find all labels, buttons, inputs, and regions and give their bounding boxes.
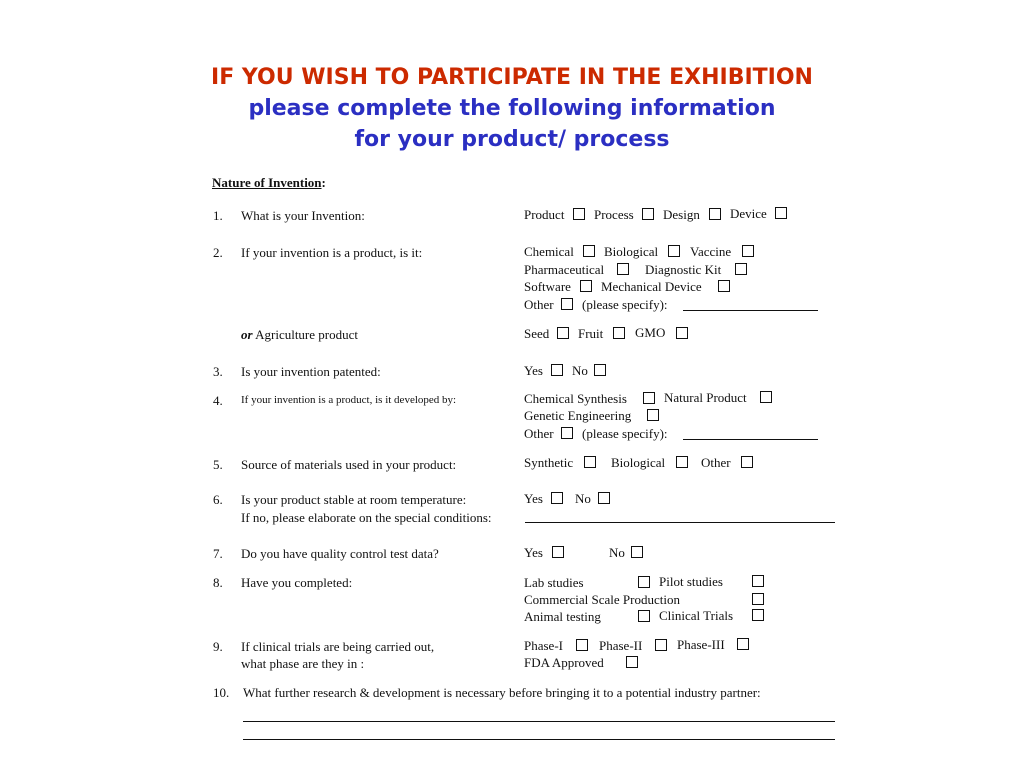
q7-option-no: No (609, 545, 625, 560)
q9-option-phase-2: Phase-II (599, 638, 643, 653)
q9-question: If clinical trials are being carried out, (241, 639, 435, 654)
q4-natural-product-checkbox[interactable] (760, 391, 772, 403)
q4-option-natural-product: Natural Product (664, 390, 747, 405)
q10-answer-line-2[interactable] (243, 739, 835, 740)
q8-option-commercial-scale: Commercial Scale Production (524, 592, 680, 607)
q10-question: What further research & development is necessary before bringing it to a potential industry partner: (243, 685, 761, 700)
q1-option-design: Design (663, 207, 700, 222)
section-title-text: Nature of Invention (212, 175, 322, 190)
q1-option-process: Process (594, 207, 634, 222)
q1-option-device: Device (730, 206, 767, 221)
q4-option-chemical-synthesis: Chemical Synthesis (524, 391, 627, 406)
q8-commercial-scale-checkbox[interactable] (752, 593, 764, 605)
q7-yes-checkbox[interactable] (552, 546, 564, 558)
q2-option-pharmaceutical: Pharmaceutical (524, 262, 605, 277)
q2b-gmo-checkbox[interactable] (676, 327, 688, 339)
q4-specify-label: (please specify): (582, 426, 668, 441)
q4-specify-line[interactable] (683, 439, 818, 440)
q9-option-phase-3: Phase-III (677, 637, 725, 652)
q5-synthetic-checkbox[interactable] (584, 456, 596, 468)
q4-other-checkbox[interactable] (561, 427, 573, 439)
q7-question: Do you have quality control test data? (241, 546, 439, 561)
q9-phase-3-checkbox[interactable] (737, 638, 749, 650)
q2-option-vaccine: Vaccine (690, 244, 732, 259)
q9-option-fda-approved: FDA Approved (524, 655, 604, 670)
q9-fda-approved-checkbox[interactable] (626, 656, 638, 668)
q2-option-other: Other (524, 297, 554, 312)
q10-number: 10. (213, 685, 230, 700)
q3-option-yes: Yes (524, 363, 543, 378)
q3-no-checkbox[interactable] (594, 364, 606, 376)
q2-software-checkbox[interactable] (580, 280, 592, 292)
q5-question: Source of materials used in your product: (241, 457, 457, 472)
q2b-option-seed: Seed (524, 326, 550, 341)
q1-product-checkbox[interactable] (573, 208, 585, 220)
q5-other-checkbox[interactable] (741, 456, 753, 468)
q2-option-biological: Biological (604, 244, 659, 259)
q7-no-checkbox[interactable] (631, 546, 643, 558)
q6-option-no: No (575, 491, 591, 506)
q1-design-checkbox[interactable] (709, 208, 721, 220)
q4-number: 4. (213, 393, 223, 408)
q2-vaccine-checkbox[interactable] (742, 245, 754, 257)
q5-number: 5. (213, 457, 223, 472)
q1-question: What is your Invention: (241, 208, 365, 223)
q2b-fruit-checkbox[interactable] (613, 327, 625, 339)
q9-question-line2: what phase are they in : (241, 656, 365, 671)
q4-genetic-engineering-checkbox[interactable] (647, 409, 659, 421)
q9-phase-2-checkbox[interactable] (655, 639, 667, 651)
q8-pilot-studies-checkbox[interactable] (752, 575, 764, 587)
q2b-option-gmo: GMO (635, 325, 666, 340)
q6-number: 6. (213, 492, 223, 507)
q2-question: If your invention is a product, is it: (241, 245, 423, 260)
q2-specify-label: (please specify): (582, 297, 668, 312)
q8-lab-studies-checkbox[interactable] (638, 576, 650, 588)
q5-option-synthetic: Synthetic (524, 455, 574, 470)
q7-option-yes: Yes (524, 545, 543, 560)
q2-option-mechanical-device: Mechanical Device (601, 279, 702, 294)
q3-yes-checkbox[interactable] (551, 364, 563, 376)
q6-no-checkbox[interactable] (598, 492, 610, 504)
q7-number: 7. (213, 546, 223, 561)
q6-option-yes: Yes (524, 491, 543, 506)
q2-option-software: Software (524, 279, 571, 294)
q8-number: 8. (213, 575, 223, 590)
exhibition-heading: IF YOU WISH TO PARTICIPATE IN THE EXHIBITION (211, 65, 813, 90)
q9-phase-1-checkbox[interactable] (576, 639, 588, 651)
q1-number: 1. (213, 208, 223, 223)
q3-question: Is your invention patented: (241, 364, 381, 379)
q2b-or-label: or (241, 327, 253, 342)
q10-answer-line-1[interactable] (243, 721, 835, 722)
q2-number: 2. (213, 245, 223, 260)
q2-chemical-checkbox[interactable] (583, 245, 595, 257)
section-title (212, 176, 326, 189)
q3-number: 3. (213, 364, 223, 379)
q4-question: If your invention is a product, is it developed by: (241, 394, 457, 406)
q8-animal-testing-checkbox[interactable] (638, 610, 650, 622)
q8-option-lab-studies: Lab studies (524, 575, 584, 590)
q8-option-pilot-studies: Pilot studies (659, 574, 723, 589)
q2b-question: Agriculture product (255, 327, 358, 342)
q9-option-phase-1: Phase-I (524, 638, 563, 653)
q2b-seed-checkbox[interactable] (557, 327, 569, 339)
q2-option-chemical: Chemical (524, 244, 574, 259)
q2-option-diagnostic-kit: Diagnostic Kit (645, 262, 722, 277)
q4-chemical-synthesis-checkbox[interactable] (643, 392, 655, 404)
q2b-option-fruit: Fruit (578, 326, 604, 341)
q2-other-checkbox[interactable] (561, 298, 573, 310)
q6-conditions-line[interactable] (525, 522, 835, 523)
q5-option-biological: Biological (611, 455, 666, 470)
q6-question: Is your product stable at room temperature: (241, 492, 467, 507)
section-title-colon: : (321, 175, 326, 190)
instruction-line-2: for your product/ process (354, 127, 670, 152)
q6-yes-checkbox[interactable] (551, 492, 563, 504)
q4-option-genetic-engineering: Genetic Engineering (524, 408, 632, 423)
q4-option-other: Other (524, 426, 554, 441)
instruction-line-1: please complete the following information (248, 96, 776, 121)
q2-pharmaceutical-checkbox[interactable] (617, 263, 629, 275)
q9-number: 9. (213, 639, 223, 654)
q2-biological-checkbox[interactable] (668, 245, 680, 257)
q5-option-other: Other (701, 455, 731, 470)
q3-option-no: No (572, 363, 588, 378)
q1-option-product: Product (524, 207, 565, 222)
q8-clinical-trials-checkbox[interactable] (752, 609, 764, 621)
q6-followup: If no, please elaborate on the special conditions: (241, 510, 492, 525)
q5-biological-checkbox[interactable] (676, 456, 688, 468)
q8-option-animal-testing: Animal testing (524, 609, 601, 624)
q8-option-clinical-trials: Clinical Trials (659, 608, 734, 623)
q2-diagnostic-kit-checkbox[interactable] (735, 263, 747, 275)
q1-process-checkbox[interactable] (642, 208, 654, 220)
q2-specify-line[interactable] (683, 310, 818, 311)
q2-mechanical-device-checkbox[interactable] (718, 280, 730, 292)
q8-question: Have you completed: (241, 575, 353, 590)
q2b-row (241, 328, 358, 341)
q1-device-checkbox[interactable] (775, 207, 787, 219)
